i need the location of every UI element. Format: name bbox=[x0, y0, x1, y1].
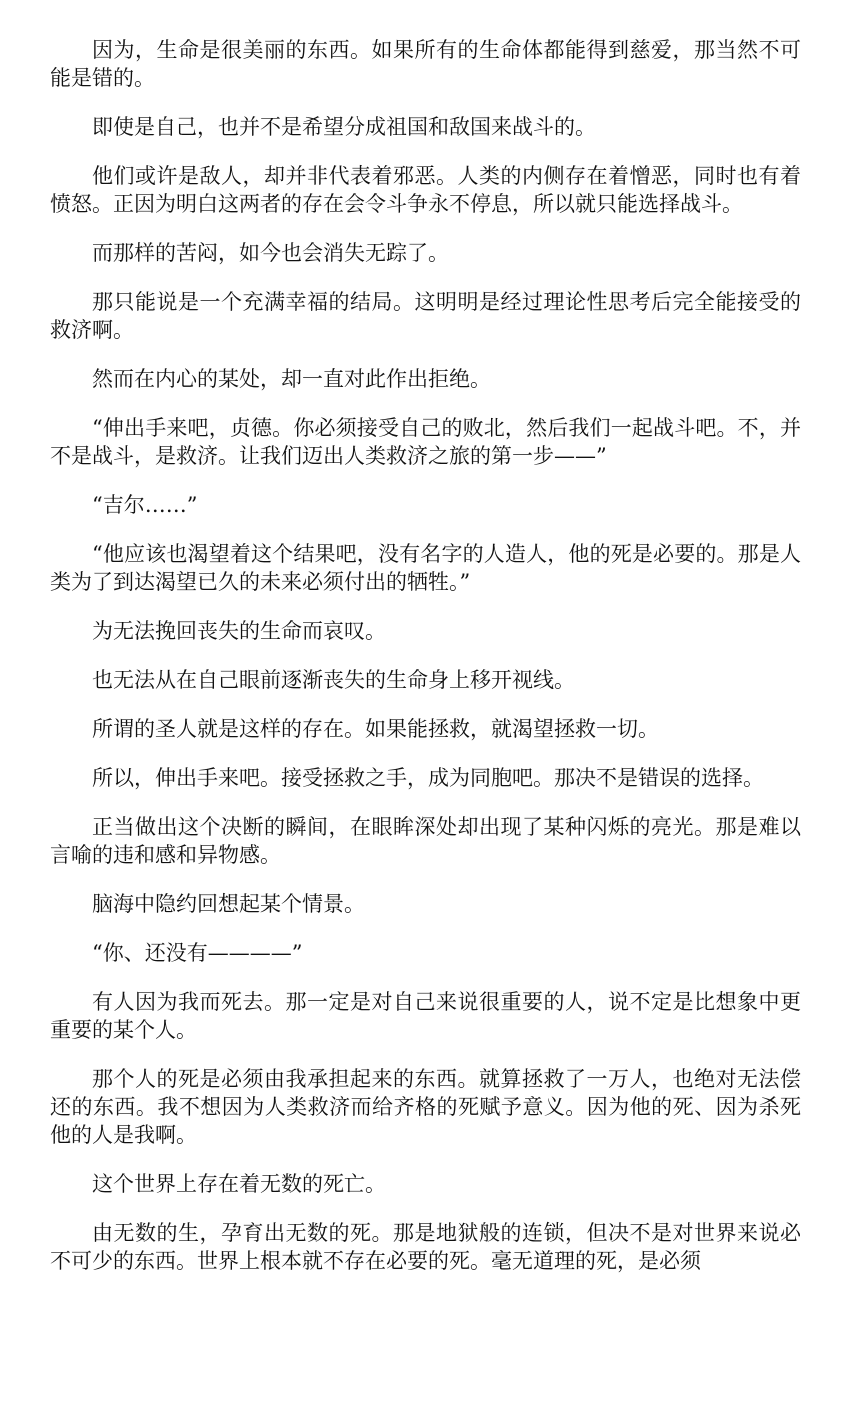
paragraph: 脑海中隐约回想起某个情景。 bbox=[92, 892, 365, 916]
paragraph: “吉尔……” bbox=[92, 493, 198, 517]
paragraph: 为无法挽回丧失的生命而哀叹。 bbox=[92, 619, 386, 643]
paragraph: “伸出手来吧，贞德。你必须接受自己的败北，然后我们一起战斗吧。不，并不是战斗，是救济。让我们迈出人类救济之旅的第一步——” bbox=[50, 416, 801, 468]
paragraph: 那只能说是一个充满幸福的结局。这明明是经过理论性思考后完全能接受的救济啊。 bbox=[50, 290, 801, 342]
paragraph: 有人因为我而死去。那一定是对自己来说很重要的人，说不定是比想象中更重要的某个人。 bbox=[50, 990, 801, 1042]
paragraph: 所谓的圣人就是这样的存在。如果能拯救，就渴望拯救一切。 bbox=[92, 717, 659, 741]
paragraph: 所以，伸出手来吧。接受拯救之手，成为同胞吧。那决不是错误的选择。 bbox=[92, 766, 764, 790]
paragraph: 而那样的苦闷，如今也会消失无踪了。 bbox=[92, 241, 449, 265]
paragraph: 即使是自己，也并不是希望分成祖国和敌国来战斗的。 bbox=[92, 115, 596, 139]
paragraph: 这个世界上存在着无数的死亡。 bbox=[92, 1172, 386, 1196]
paragraph: “你、还没有————” bbox=[92, 941, 303, 965]
paragraph: 因为，生命是很美丽的东西。如果所有的生命体都能得到慈爱，那当然不可能是错的。 bbox=[50, 38, 801, 90]
paragraph: 他们或许是敌人，却并非代表着邪恶。人类的内侧存在着憎恶，同时也有着愤怒。正因为明白这两者的存在会令斗争永不停息，所以就只能选择战斗。 bbox=[50, 164, 801, 216]
paragraph: 然而在内心的某处，却一直对此作出拒绝。 bbox=[92, 367, 491, 391]
paragraph: “他应该也渴望着这个结果吧，没有名字的人造人，他的死是必要的。那是人类为了到达渴望已久的未来必须付出的牺牲。” bbox=[50, 542, 801, 594]
paragraph: 也无法从在自己眼前逐渐丧失的生命身上移开视线。 bbox=[92, 668, 575, 692]
paragraph: 正当做出这个决断的瞬间，在眼眸深处却出现了某种闪烁的亮光。那是难以言喻的违和感和异物感。 bbox=[50, 815, 801, 867]
paragraph: 由无数的生，孕育出无数的死。那是地狱般的连锁，但决不是对世界来说必不可少的东西。世界上根本就不存在必要的死。毫无道理的死，是必须 bbox=[50, 1221, 801, 1273]
paragraph: 那个人的死是必须由我承担起来的东西。就算拯救了一万人，也绝对无法偿还的东西。我不想因为人类救济而给齐格的死赋予意义。因为他的死、因为杀死他的人是我啊。 bbox=[50, 1067, 801, 1147]
